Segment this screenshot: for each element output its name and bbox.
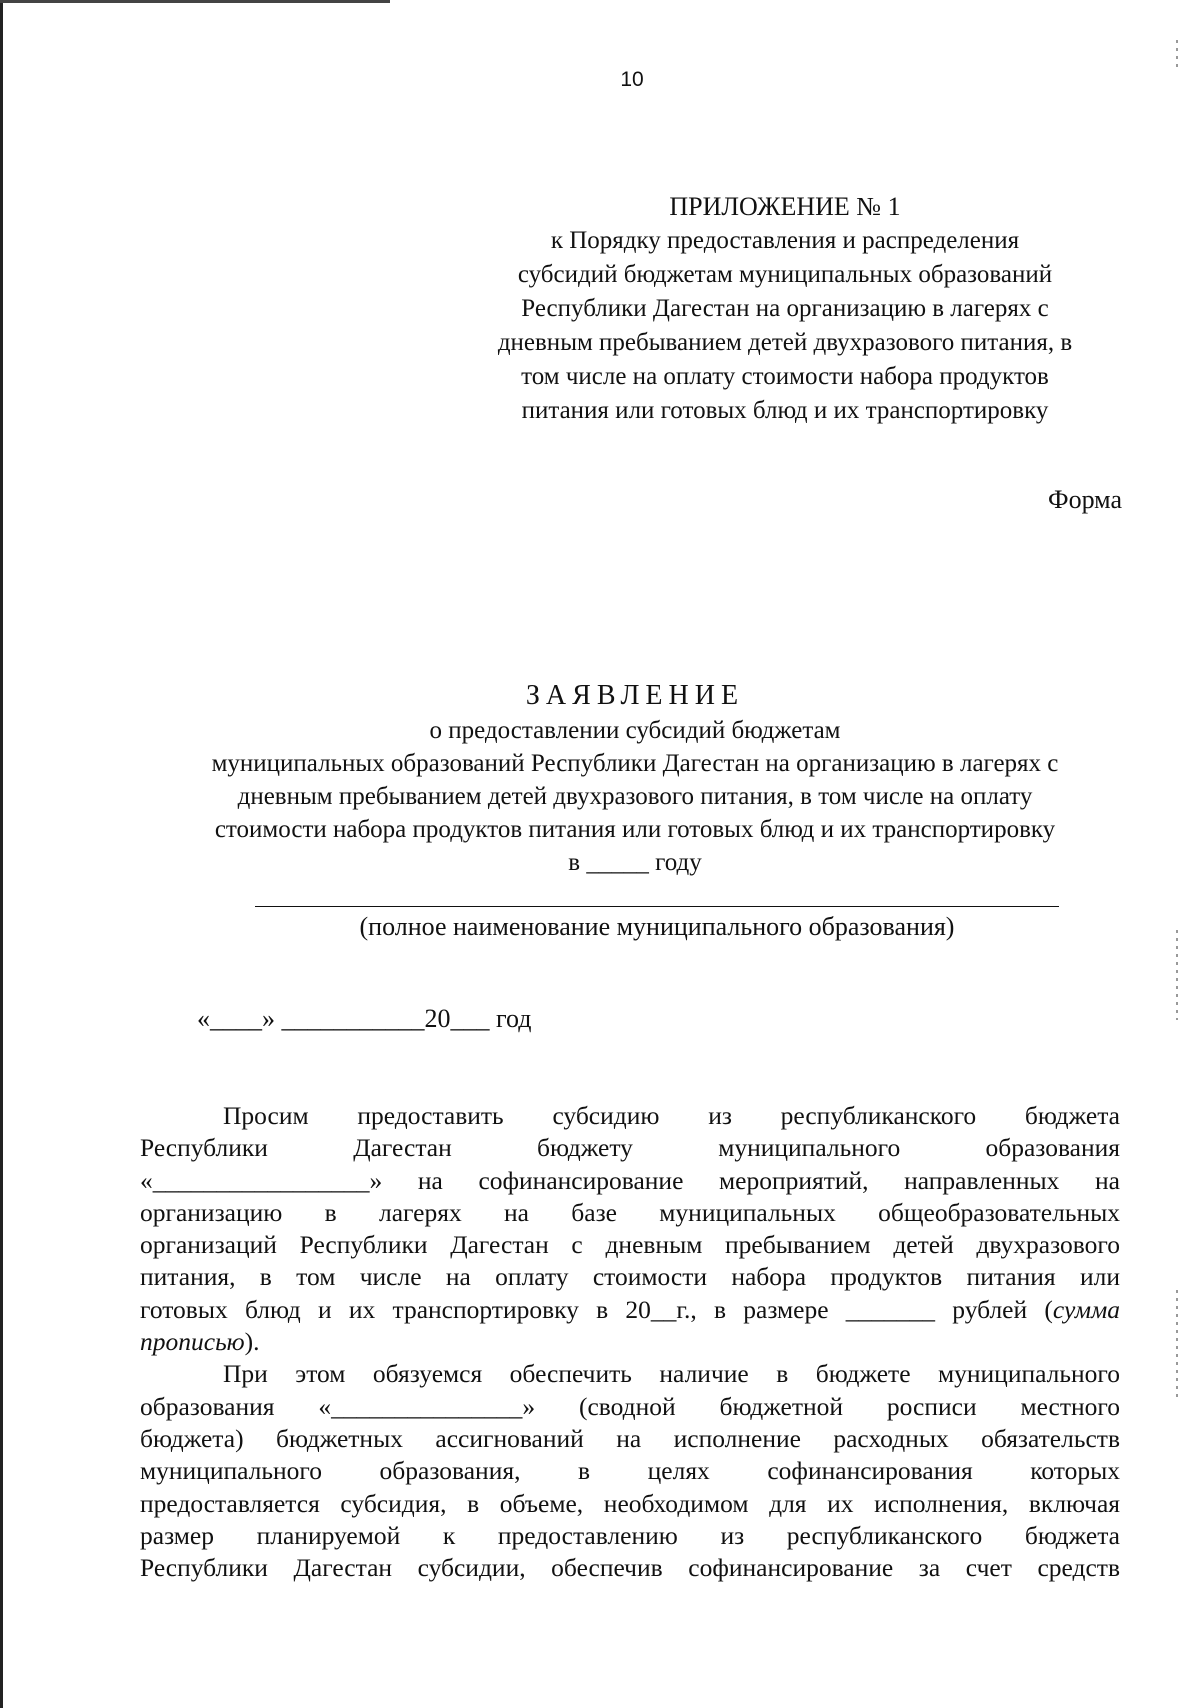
paragraph-line: питания, в том числе на оплату стоимости набора продуктов питания или [140,1262,1120,1292]
appendix-line: Республики Дагестан на организацию в лагерях с [521,295,1049,322]
municipality-caption: (полное наименование муниципального образования) [359,912,955,941]
scan-edge-left [0,0,3,1708]
paragraph-line: организаций Республики Дагестан с дневным пребыванием детей двухразового [140,1230,1120,1260]
municipality-name-line [255,906,1059,907]
body-text [140,1100,1120,1584]
appendix-header [450,190,1120,428]
paragraph-line: Республики Дагестан бюджету муниципального образования [140,1133,1120,1163]
paragraph-line: предоставляется субсидия, в объеме, необходимом для их исполнения, включая [140,1488,1120,1518]
statement-line: стоимости набора продуктов питания или готовых блюд и их транспортировку [214,816,1056,843]
scan-speck [1176,40,1178,70]
form-label: Форма [1048,485,1122,514]
paragraph-line: Республики Дагестан субсидии, обеспечив софинансирование за счет средств [140,1553,1120,1583]
appendix-line: том числе на оплату стоимости набора продуктов [521,363,1049,390]
appendix-line: к Порядку предоставления и распределения [550,227,1020,254]
page-number: 10 [620,68,644,91]
paragraph-obligation [140,1358,1120,1584]
paragraph-line: прописью). [140,1327,260,1357]
appendix-line: питания или готовых блюд и их транспортировку [521,397,1049,424]
paragraph-request [140,1100,1120,1358]
date-line: «____» ___________20___ год [197,1004,532,1033]
appendix-line: дневным пребыванием детей двухразового питания, в [497,329,1073,356]
paragraph-line: бюджета) бюджетных ассигнований на исполнение расходных обязательств [140,1423,1120,1453]
scan-speck [1176,1290,1178,1400]
amount-in-words-hint: прописью [140,1327,245,1357]
appendix-title: ПРИЛОЖЕНИЕ № 1 [669,192,901,221]
paragraph-line: При этом обязуемся обеспечить наличие в бюджете муниципального [223,1359,1120,1389]
statement-line: о предоставлении субсидий бюджетам [429,717,841,744]
paragraph-line: образования «_______________» (сводной бюджетной росписи местного [140,1391,1120,1421]
statement-line: муниципальных образований Республики Дагестан на организацию в лагерях с [211,750,1059,777]
scan-edge-top [0,0,390,3]
paragraph-line: Просим предоставить субсидию из республиканского бюджета [223,1101,1120,1130]
amount-in-words-hint: сумма [1052,1294,1120,1324]
statement-line: дневным пребыванием детей двухразового питания, в том числе на оплату [237,783,1033,810]
paragraph-line: муниципального образования, в целях софинансирования которых [140,1456,1120,1486]
statement-year-line: в _____ году [568,849,702,876]
statement-title-block [140,678,1130,879]
paragraph-line: размер планируемой к предоставлению из республиканского бюджета [140,1520,1120,1550]
paragraph-line: готовых блюд и их транспортировку в 20__г., в размере _______ рублей (сумма [140,1294,1120,1324]
paragraph-line: «_________________» на софинансирование мероприятий, направленных на [140,1165,1120,1195]
paragraph-line: организацию в лагерях на базе муниципальных общеобразовательных [140,1197,1120,1227]
statement-heading: ЗАЯВЛЕНИЕ [525,680,745,711]
appendix-line: субсидий бюджетам муниципальных образований [517,261,1053,288]
